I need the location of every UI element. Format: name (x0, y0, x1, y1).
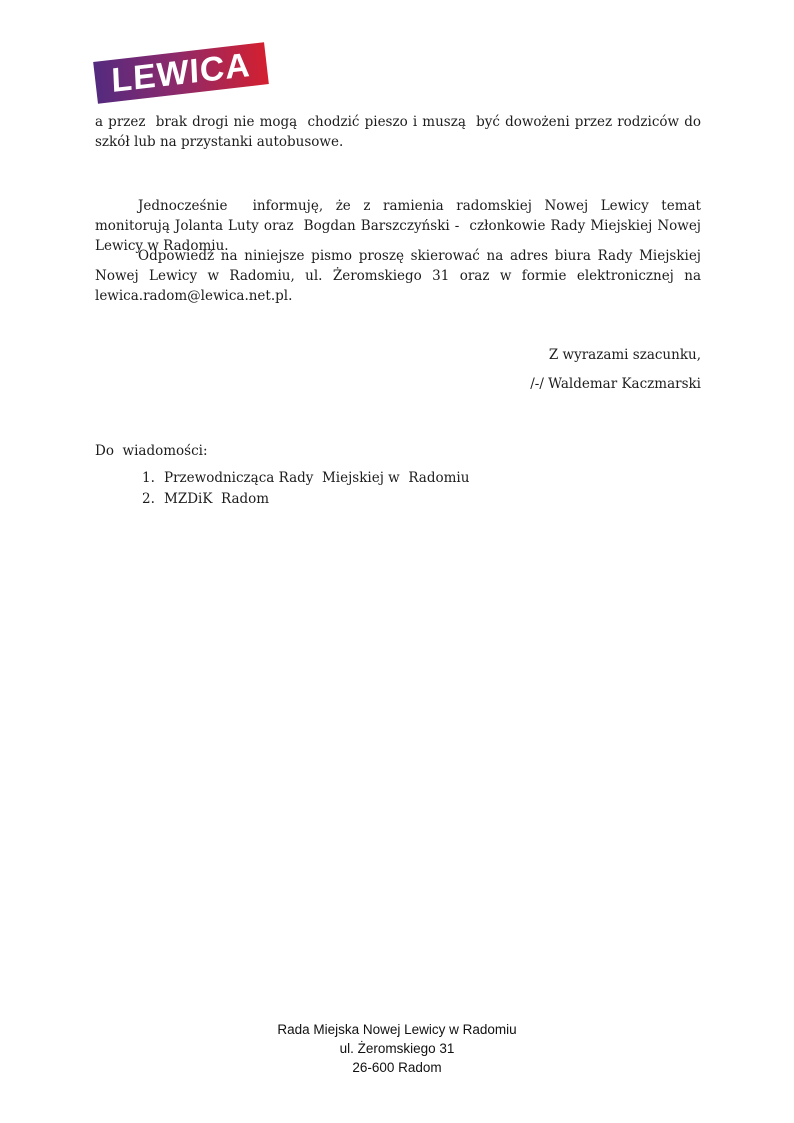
cc-item-label: Przewodnicząca Rady Miejskiej w Radomiu (164, 470, 470, 486)
body-paragraph-2: Jednocześnie informuję, że z ramienia radomskiej Nowej Lewicy temat monitorują Jolanta Luty oraz Bogdan Barszczyński - członkowie Rady Miejskiej Nowej Lewicy w Radomiu. (95, 198, 706, 254)
closing-block (95, 345, 701, 394)
closing-signature: /-/ Waldemar Kaczmarski (530, 376, 701, 392)
lewica-logo-text: LEWICA (110, 45, 252, 101)
body-paragraph-1: a przez brak drogi nie mogą chodzić pieszo i muszą być dowożeni przez rodziców do szkół lub na przystanki autobusowe. (95, 114, 706, 150)
footer-line-3: 26-600 Radom (352, 1060, 442, 1075)
lewica-logo (93, 42, 269, 103)
closing-salutation: Z wyrazami szacunku, (548, 347, 701, 363)
footer-address (0, 1020, 794, 1077)
body-paragraph-3: Odpowiedź na niniejsze pismo proszę skierować na adres biura Rady Miejskiej Nowej Lewicy w Radomiu, ul. Żeromskiego 31 oraz w formie elektronicznej na lewica.radom@lewica.net.pl. (95, 248, 706, 304)
cc-item-label: MZDiK Radom (164, 491, 270, 507)
footer-line-1: Rada Miejska Nowej Lewicy w Radomiu (277, 1022, 517, 1037)
cc-item-number: 1. (142, 470, 155, 486)
cc-heading: Do wiadomości: (95, 443, 208, 459)
cc-list (142, 468, 469, 510)
cc-item (142, 489, 469, 510)
footer-line-2: ul. Żeromskiego 31 (339, 1041, 455, 1056)
cc-item-number: 2. (142, 491, 155, 507)
cc-item (142, 468, 469, 489)
